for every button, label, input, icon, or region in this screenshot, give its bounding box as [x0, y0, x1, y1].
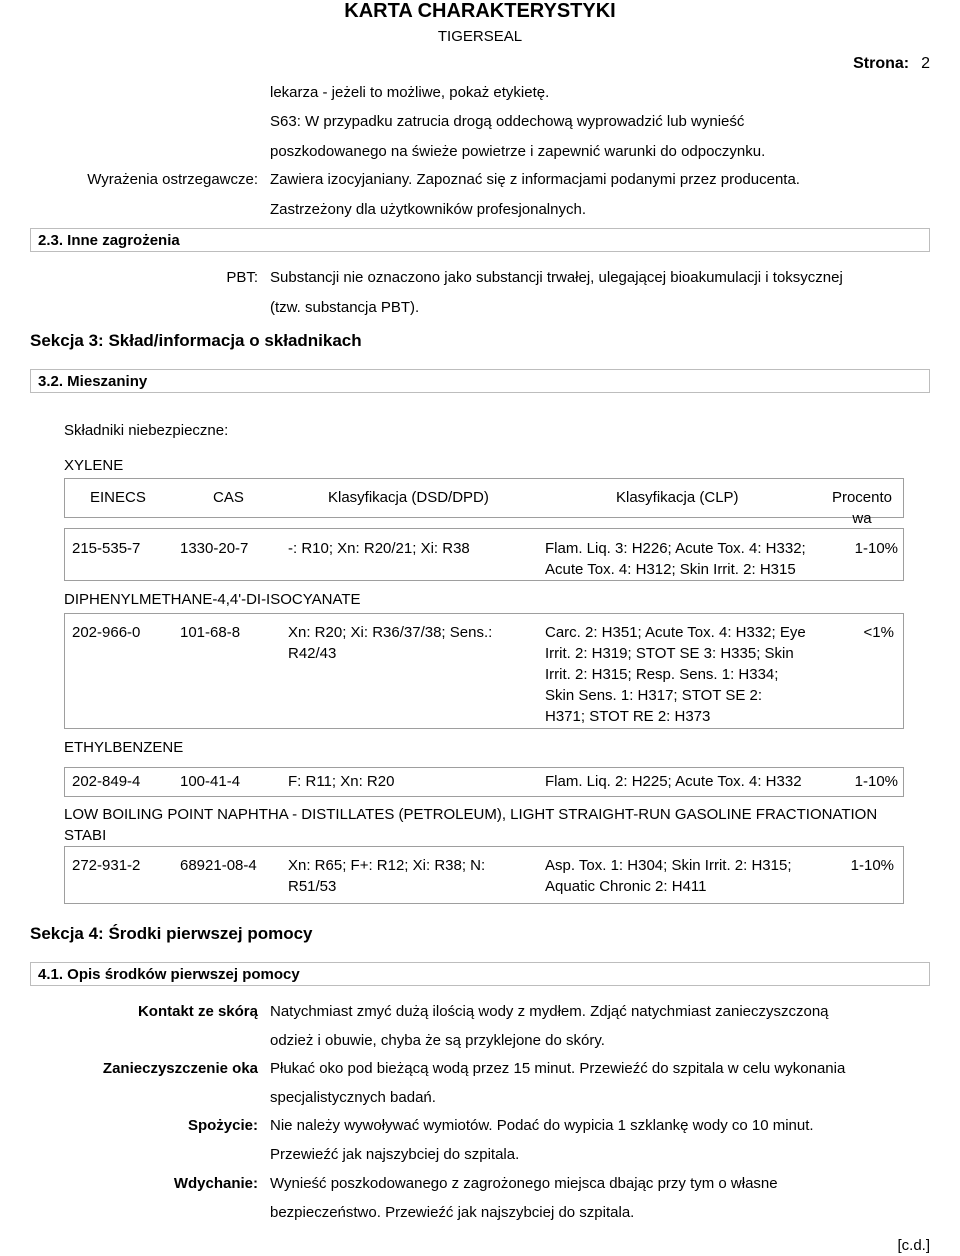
component-name-line: LOW BOILING POINT NAPHTHA - DISTILLATES (PETROLEUM), LIGHT STRAIGHT-RUN GASOLINE FRACTIONATION [64, 806, 878, 823]
clp-line: Asp. Tox. 1: H304; Skin Irrit. 2: H315; [545, 857, 792, 874]
subsection-title: 2.3. Inne zagrożenia [38, 232, 180, 249]
hazardous-label: Składniki niebezpieczne: [64, 422, 229, 439]
warnings-label: Wyrażenia ostrzegawcze: [87, 171, 258, 188]
clp-line: H371; STOT RE 2: H373 [545, 708, 711, 725]
cell-einecs: 272-931-2 [72, 857, 141, 874]
text-line: poszkodowanego na świeże powietrze i zapewnić warunki do odpoczynku. [270, 143, 766, 160]
col-percent-line: wa [852, 510, 872, 527]
continued-marker: [c.d.] [897, 1237, 930, 1254]
cell-dsd [288, 622, 492, 664]
component-name [64, 804, 877, 846]
cell-clp: Flam. Liq. 2: H225; Acute Tox. 4: H332 [545, 773, 802, 790]
first-aid-label: Zanieczyszczenie oka [102, 1060, 258, 1077]
subsection-bar-3-2 [30, 369, 930, 393]
cell-percent: 1-10% [854, 540, 898, 557]
clp-line: Skin Sens. 1: H317; STOT SE 2: [545, 687, 763, 704]
dsd-line: R51/53 [288, 878, 337, 895]
cell-percent: <1% [863, 624, 894, 641]
col-percent [822, 487, 902, 529]
document-title: KARTA CHARAKTERYSTYKI [344, 0, 616, 22]
product-name: TIGERSEAL [437, 28, 523, 45]
component-name-line: STABI [64, 827, 107, 844]
cell-einecs: 215-535-7 [72, 540, 141, 557]
warnings-line: Zawiera izocyjaniany. Zapoznać się z informacjami podanymi przez producenta. [270, 171, 800, 188]
cell-cas: 1330-20-7 [180, 540, 249, 557]
page-number: 2 [921, 55, 930, 72]
clp-line: Acute Tox. 4: H312; Skin Irrit. 2: H315 [545, 561, 796, 578]
col-clp: Klasyfikacja (CLP) [616, 489, 739, 506]
cell-dsd: -: R10; Xn: R20/21; Xi: R38 [288, 540, 470, 557]
section-4-heading: Sekcja 4: Środki pierwszej pomocy [30, 924, 313, 943]
cell-cas: 101-68-8 [180, 624, 241, 641]
first-aid-line: odzież i obuwie, chyba że są przyklejone do skóry. [270, 1032, 605, 1049]
pbt-line: (tzw. substancja PBT). [270, 299, 420, 316]
cell-clp [545, 622, 806, 727]
col-dsd: Klasyfikacja (DSD/DPD) [328, 489, 489, 506]
subsection-bar-4-1 [30, 962, 930, 986]
clp-line: Aquatic Chronic 2: H411 [545, 878, 707, 895]
section-3-heading: Sekcja 3: Skład/informacja o składnikach [30, 331, 362, 350]
component-name: XYLENE [64, 457, 124, 474]
first-aid-label: Kontakt ze skórą [137, 1003, 258, 1020]
cell-clp [545, 855, 792, 897]
cell-einecs: 202-849-4 [72, 773, 141, 790]
clp-line: Carc. 2: H351; Acute Tox. 4: H332; Eye [545, 624, 806, 641]
first-aid-line: Wynieść poszkodowanego z zagrożonego miejsca dbając przy tym o własne [270, 1175, 778, 1192]
cell-percent: 1-10% [854, 773, 898, 790]
pbt-line: Substancji nie oznaczono jako substancji trwałej, ulegającej bioakumulacji i toksycznej [270, 269, 843, 286]
col-einecs: EINECS [90, 489, 146, 506]
text-line: lekarza - jeżeli to możliwe, pokaż etykietę. [270, 84, 550, 101]
component-name: DIPHENYLMETHANE-4,4'-DI-ISOCYANATE [64, 591, 361, 608]
first-aid-line: specjalistycznych badań. [270, 1089, 436, 1106]
subsection-bar-2-3 [30, 228, 930, 252]
first-aid-line: Nie należy wywoływać wymiotów. Podać do wypicia 1 szklankę wody co 10 minut. [270, 1117, 814, 1134]
first-aid-line: Natychmiast zmyć dużą ilością wody z mydłem. Zdjąć natychmiast zanieczyszczoną [270, 1003, 829, 1020]
cell-dsd [288, 855, 485, 897]
dsd-line: Xn: R65; F+: R12; Xi: R38; N: [288, 857, 486, 874]
subsection-title: 4.1. Opis środków pierwszej pomocy [38, 966, 300, 983]
first-aid-line: Płukać oko pod bieżącą wodą przez 15 minut. Przewieźć do szpitala w celu wykonania [270, 1060, 846, 1077]
page-label: Strona: [853, 55, 910, 72]
cell-percent: 1-10% [850, 857, 894, 874]
clp-line: Irrit. 2: H319; STOT SE 3: H335; Skin [545, 645, 794, 662]
cell-clp [545, 538, 806, 580]
dsd-line: R42/43 [288, 645, 337, 662]
cell-cas: 100-41-4 [180, 773, 241, 790]
first-aid-line: Przewieźć jak najszybciej do szpitala. [270, 1146, 520, 1163]
first-aid-line: bezpieczeństwo. Przewieźć jak najszybciej do szpitala. [270, 1204, 635, 1221]
first-aid-label: Spożycie: [187, 1117, 258, 1134]
cell-dsd: F: R11; Xn: R20 [288, 773, 395, 790]
cell-einecs: 202-966-0 [72, 624, 141, 641]
page-indicator [853, 55, 930, 73]
pbt-label: PBT: [226, 269, 258, 286]
col-percent-line: Procento [831, 489, 893, 506]
clp-line: Irrit. 2: H315; Resp. Sens. 1: H334; [545, 666, 779, 683]
clp-line: Flam. Liq. 3: H226; Acute Tox. 4: H332; [545, 540, 806, 557]
warnings-line: Zastrzeżony dla użytkowników profesjonalnych. [270, 201, 586, 218]
first-aid-label: Wdychanie: [173, 1175, 258, 1192]
cell-cas: 68921-08-4 [180, 857, 257, 874]
subsection-title: 3.2. Mieszaniny [38, 373, 148, 390]
col-cas: CAS [213, 489, 244, 506]
component-name: ETHYLBENZENE [64, 739, 184, 756]
dsd-line: Xn: R20; Xi: R36/37/38; Sens.: [288, 624, 493, 641]
text-line: S63: W przypadku zatrucia drogą oddechową wyprowadzić lub wynieść [270, 113, 745, 130]
